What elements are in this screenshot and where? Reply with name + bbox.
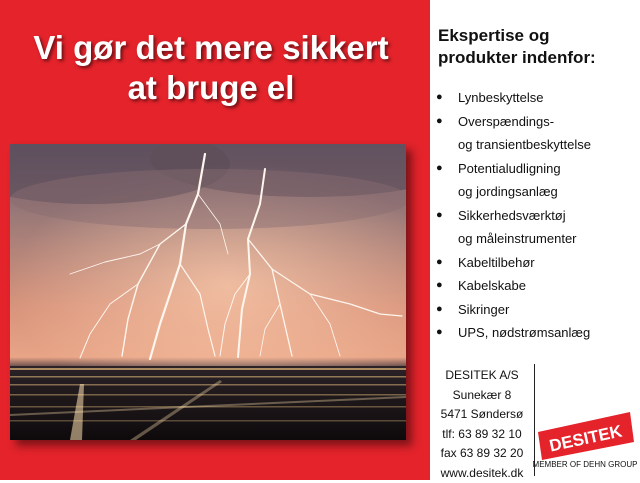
list-item-label: Sikkerhedsværktøj (458, 208, 566, 223)
list-item-label: Overspændings- (458, 114, 554, 129)
list-item-label: og måleinstrumenter (458, 231, 577, 246)
phone-number: tlf: 63 89 32 10 (430, 425, 534, 445)
list-item-label: Lynbeskyttelse (458, 90, 544, 105)
bullet-icon: ● (436, 157, 443, 181)
website-link[interactable]: www.desitek.dk (430, 464, 534, 483)
bullet-icon: ● (436, 321, 443, 345)
list-item-label: og transientbeskyttelse (458, 137, 591, 152)
list-item (430, 133, 640, 157)
list-item (430, 157, 640, 181)
list-item (430, 298, 640, 322)
bullet-icon: ● (436, 274, 443, 298)
desitek-logo-icon (538, 412, 634, 460)
info-panel (430, 0, 640, 480)
logo-wordmark: DESITEK (548, 421, 625, 455)
list-item-label: Kabeltilbehør (458, 255, 535, 270)
expertise-title (438, 25, 638, 69)
headline-line-2: at bruge el (0, 68, 422, 108)
expertise-title-line-2: produkter indenfor: (438, 47, 638, 69)
list-item-label: UPS, nødstrømsanlæg (458, 325, 590, 340)
company-address (430, 366, 534, 483)
bullet-icon: ● (436, 298, 443, 322)
list-item-label: Sikringer (458, 302, 509, 317)
bullet-icon: ● (436, 86, 443, 110)
list-item (430, 180, 640, 204)
list-item-label: Potentialudligning (458, 161, 561, 176)
expertise-list (430, 86, 640, 345)
list-item (430, 86, 640, 110)
postal-city: 5471 Søndersø (430, 405, 534, 425)
panel-divider (422, 0, 430, 480)
fax-number: fax 63 89 32 20 (430, 444, 534, 464)
list-item (430, 227, 640, 251)
list-item (430, 321, 640, 345)
bullet-icon: ● (436, 251, 443, 275)
company-name: DESITEK A/S (430, 366, 534, 386)
bullet-icon: ● (436, 204, 443, 228)
bullet-icon: ● (436, 110, 443, 134)
lightning-image (10, 144, 406, 440)
headline (0, 28, 422, 108)
member-of-dehn-group: MEMBER OF DEHN GROUP (530, 460, 640, 470)
lightning-photo (10, 144, 406, 440)
expertise-title-line-1: Ekspertise og (438, 25, 638, 47)
list-item (430, 251, 640, 275)
list-item (430, 274, 640, 298)
street-address: Sunekær 8 (430, 386, 534, 406)
list-item-label: og jordingsanlæg (458, 184, 558, 199)
list-item-label: Kabelskabe (458, 278, 526, 293)
headline-line-1: Vi gør det mere sikkert (0, 28, 422, 68)
list-item (430, 204, 640, 228)
list-item (430, 110, 640, 134)
